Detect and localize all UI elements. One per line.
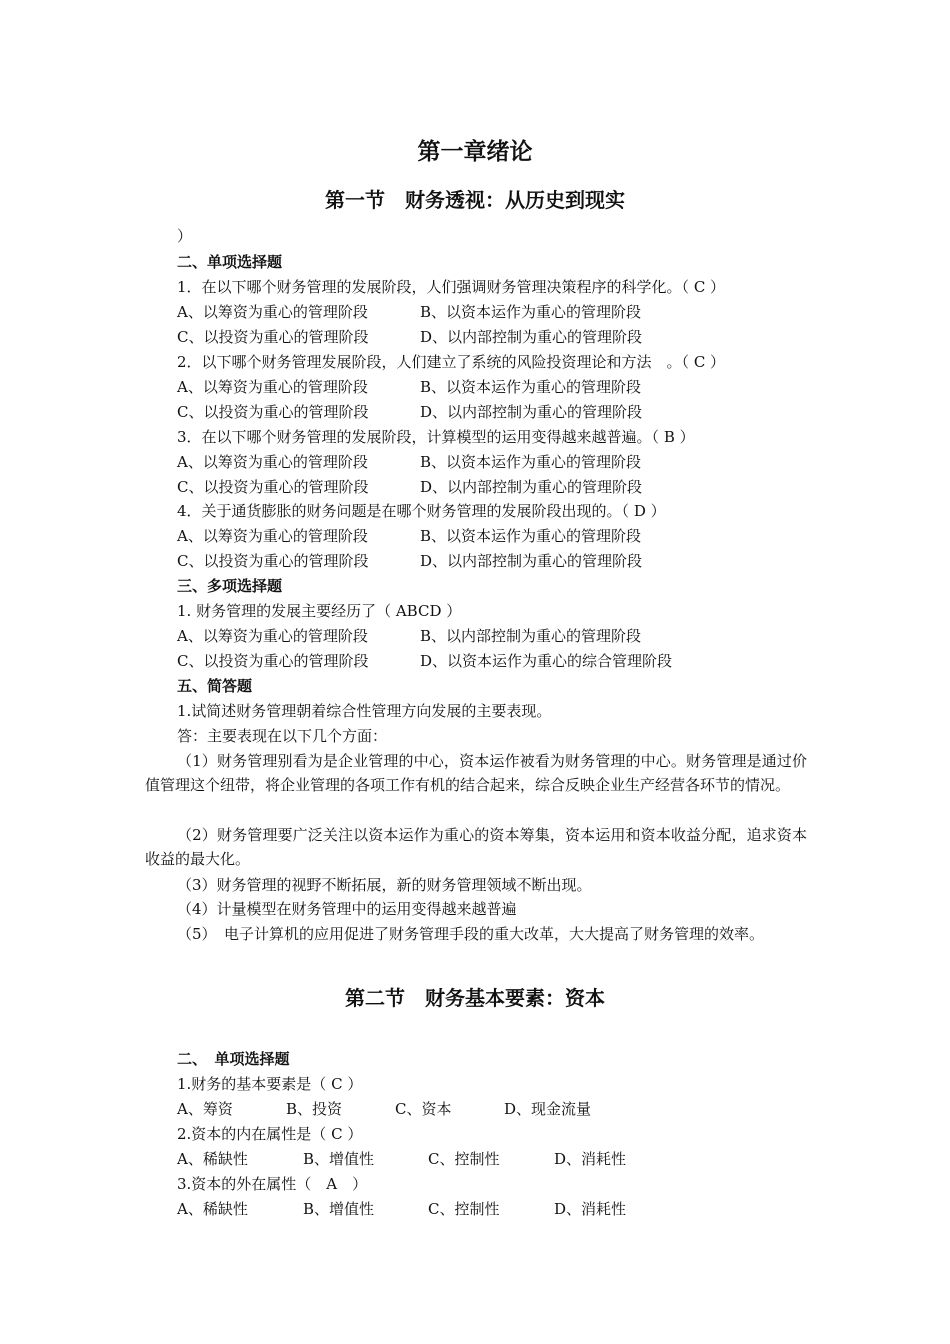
section1-heading-single-choice: 二、单项选择题 xyxy=(177,253,283,271)
s2-q1-option-a: A、筹资 xyxy=(177,1100,233,1118)
s1-answer-paragraph-5: （5） 电子计算机的应用促进了财务管理手段的重大改革，大大提高了财务管理的效率。 xyxy=(177,925,765,943)
s2-q3-text: 3.资本的外在属性（ A ） xyxy=(177,1175,368,1193)
s1-answer-paragraph-2: （2）财务管理要广泛关注以资本运作为重心的资本筹集，资本运用和资本收益分配，追求资本收益的最大化。 xyxy=(145,826,807,868)
s2-q3-option-d: D、消耗性 xyxy=(554,1200,627,1218)
s1-answer-paragraph-3: （3）财务管理的视野不断拓展，新的财务管理领域不断出现。 xyxy=(177,876,592,894)
s2-q2-option-b: B、增值性 xyxy=(303,1150,375,1168)
s1-q3-text: 3．在以下哪个财务管理的发展阶段，计算模型的运用变得越来越普遍。（ B ） xyxy=(177,428,695,446)
s1-q4-option-b: B、以资本运作为重心的管理阶段 xyxy=(420,527,642,545)
s2-q1-text: 1.财务的基本要素是（ C ） xyxy=(177,1075,363,1093)
s1-answer-intro: 答：主要表现在以下几个方面： xyxy=(177,727,388,745)
stray-mark: ） xyxy=(177,227,193,245)
s2-q3-option-c: C、控制性 xyxy=(428,1200,500,1218)
section1-heading-short-answer: 五、简答题 xyxy=(177,677,253,695)
s2-q1-option-b: B、投资 xyxy=(286,1100,343,1118)
s1-q1-option-b: B、以资本运作为重心的管理阶段 xyxy=(420,303,642,321)
section2-title: 第二节 财务基本要素：资本 xyxy=(345,986,605,1010)
s1-q3-option-c: C、以投资为重心的管理阶段 xyxy=(177,478,369,496)
section2-heading-single-choice: 二、 单项选择题 xyxy=(177,1050,290,1068)
s2-q3-option-b: B、增值性 xyxy=(303,1200,375,1218)
s1-q3-option-b: B、以资本运作为重心的管理阶段 xyxy=(420,453,642,471)
section1-heading-multiple-choice: 三、多项选择题 xyxy=(177,577,283,595)
s1-q2-option-c: C、以投资为重心的管理阶段 xyxy=(177,403,369,421)
s2-q2-option-d: D、消耗性 xyxy=(554,1150,627,1168)
s1-q1-option-c: C、以投资为重心的管理阶段 xyxy=(177,328,369,346)
s1-m1-option-b: B、以内部控制为重心的管理阶段 xyxy=(420,627,642,645)
s1-short-question: 1.试简述财务管理朝着综合性管理方向发展的主要表现。 xyxy=(177,702,552,720)
s1-q2-text: 2．以下哪个财务管理发展阶段，人们建立了系统的风险投资理论和方法 。（ C ） xyxy=(177,353,726,371)
s1-q4-text: 4．关于通货膨胀的财务问题是在哪个财务管理的发展阶段出现的。（ D ） xyxy=(177,502,666,520)
s2-q2-text: 2.资本的内在属性是（ C ） xyxy=(177,1125,363,1143)
s2-q1-option-d: D、现金流量 xyxy=(504,1100,592,1118)
s1-m1-option-c: C、以投资为重心的管理阶段 xyxy=(177,652,369,670)
s1-q3-option-d: D、以内部控制为重心的管理阶段 xyxy=(420,478,643,496)
s2-q3-option-a: A、稀缺性 xyxy=(177,1200,248,1218)
s1-q2-option-a: A、以筹资为重心的管理阶段 xyxy=(177,378,368,396)
s1-q4-option-a: A、以筹资为重心的管理阶段 xyxy=(177,527,368,545)
s1-m1-option-d: D、以资本运作为重心的综合管理阶段 xyxy=(420,652,673,670)
s2-q2-option-a: A、稀缺性 xyxy=(177,1150,248,1168)
s1-m1-option-a: A、以筹资为重心的管理阶段 xyxy=(177,627,368,645)
s1-q1-option-a: A、以筹资为重心的管理阶段 xyxy=(177,303,368,321)
s2-q1-option-c: C、资本 xyxy=(395,1100,452,1118)
s1-q2-option-d: D、以内部控制为重心的管理阶段 xyxy=(420,403,643,421)
s1-q4-option-d: D、以内部控制为重心的管理阶段 xyxy=(420,552,643,570)
s1-answer-paragraph-4: （4）计量模型在财务管理中的运用变得越来越普遍 xyxy=(177,900,517,918)
chapter-title: 第一章绪论 xyxy=(417,138,533,165)
s1-q2-option-b: B、以资本运作为重心的管理阶段 xyxy=(420,378,642,396)
s2-q2-option-c: C、控制性 xyxy=(428,1150,500,1168)
s1-q1-option-d: D、以内部控制为重心的管理阶段 xyxy=(420,328,643,346)
s1-m1-text: 1. 财务管理的发展主要经历了（ ABCD ） xyxy=(177,602,462,620)
section1-title: 第一节 财务透视：从历史到现实 xyxy=(325,188,625,212)
s1-q3-option-a: A、以筹资为重心的管理阶段 xyxy=(177,453,368,471)
s1-answer-paragraph-1: （1）财务管理别看为是企业管理的中心，资本运作被看为财务管理的中心。财务管理是通过价值管理这个纽带，将企业管理的各项工作有机的结合起来，综合反映企业生产经营各环节的情况。 xyxy=(145,752,807,794)
s1-q4-option-c: C、以投资为重心的管理阶段 xyxy=(177,552,369,570)
s1-q1-text: 1．在以下哪个财务管理的发展阶段，人们强调财务管理决策程序的科学化。（ C ） xyxy=(177,278,726,296)
